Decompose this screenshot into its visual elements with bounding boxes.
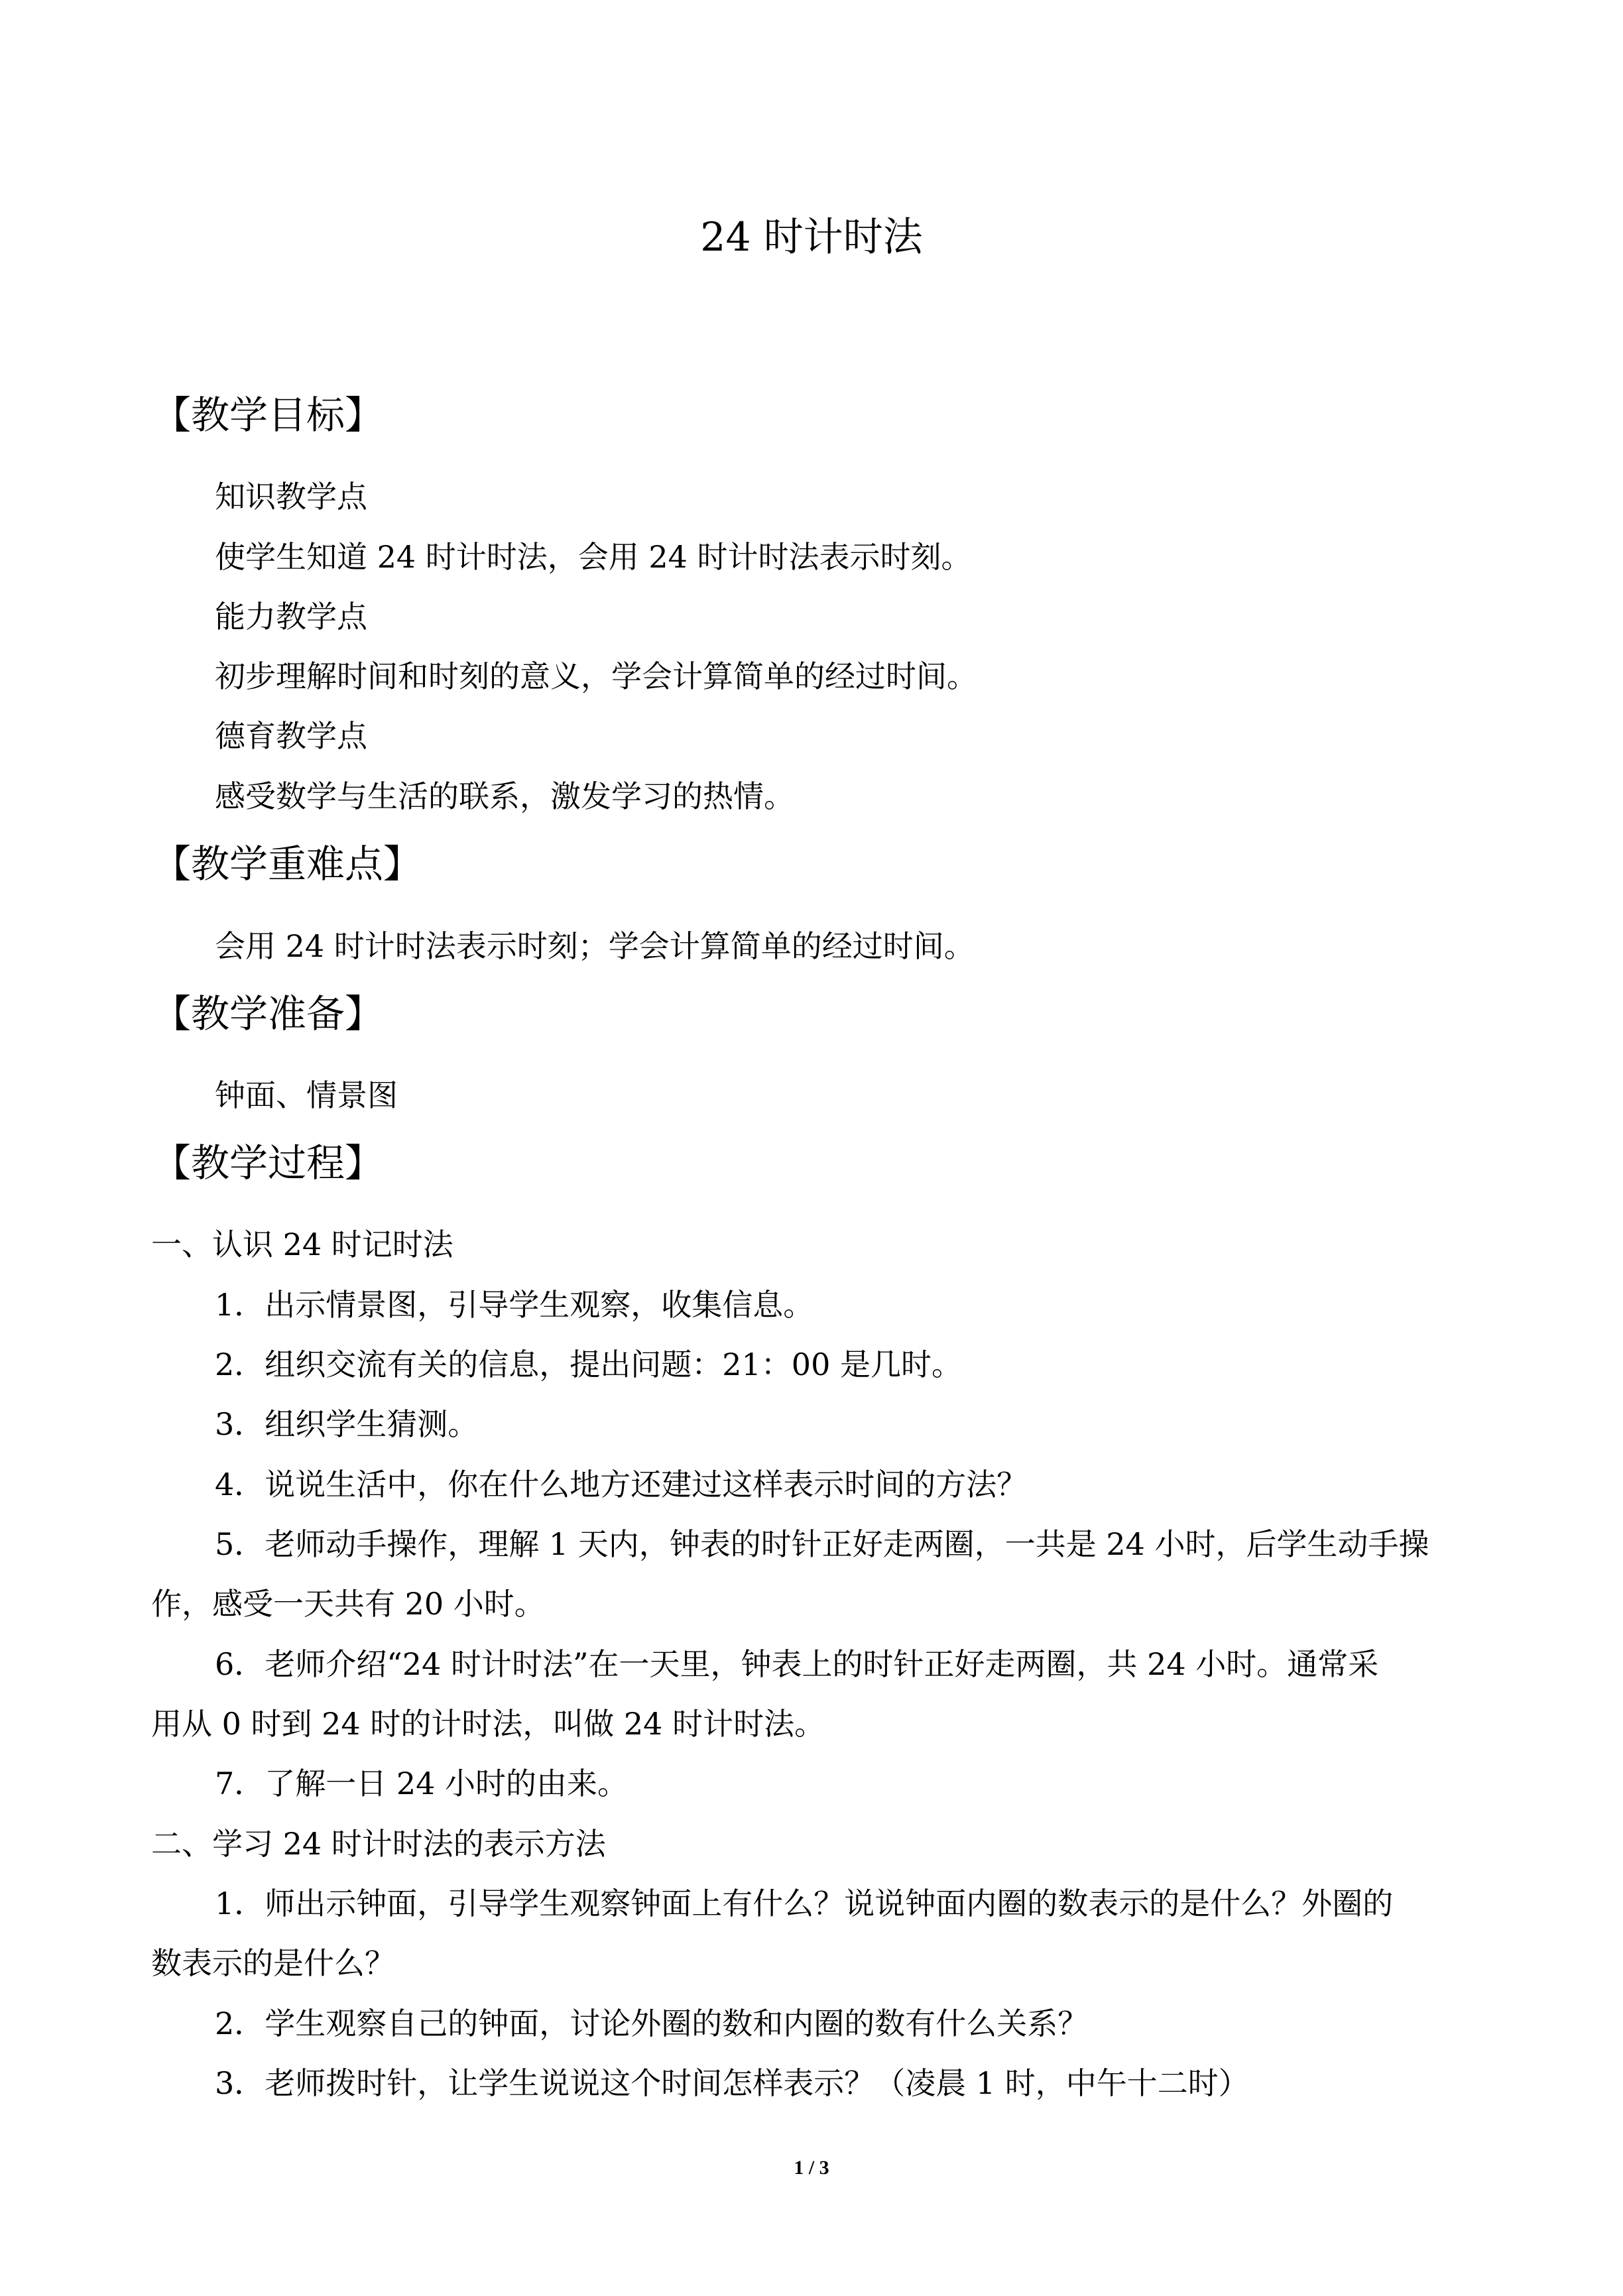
objectives-line: 初步理解时间和时刻的意义，学会计算简单的经过时间。 [215, 658, 977, 694]
section-heading-preparation: 【教学准备】 [152, 991, 384, 1036]
objectives-line: 感受数学与生活的联系，激发学习的热情。 [215, 778, 794, 814]
process-step: 6．老师介绍“24 时计时法”在一天里，钟表上的时针正好走两圈，共 24 小时。通常采 [215, 1646, 1379, 1682]
process-step: 3．组织学生猜测。 [215, 1406, 479, 1442]
objectives-line: 德育教学点 [215, 718, 367, 754]
process-step: 2．组织交流有关的信息，提出问题：21：00 是几时。 [215, 1347, 962, 1382]
process-step: 2．学生观察自己的钟面，讨论外圈的数和内圈的数有什么关系？ [215, 2006, 1089, 2041]
section-heading-process: 【教学过程】 [152, 1140, 384, 1185]
objectives-line: 使学生知道 24 时计时法，会用 24 时计时法表示时刻。 [215, 539, 972, 575]
process-subheading: 二、学习 24 时计时法的表示方法 [151, 1826, 606, 1862]
process-step: 5．老师动手操作，理解 1 天内，钟表的时针正好走两圈，一共是 24 小时，后学生动手操 [215, 1526, 1429, 1562]
process-step: 1．出示情景图，引导学生观察，收集信息。 [215, 1287, 814, 1323]
section-heading-objectives: 【教学目标】 [152, 393, 384, 438]
objectives-line: 知识教学点 [215, 479, 367, 514]
objectives-line: 能力教学点 [215, 599, 367, 634]
key-points-line: 会用 24 时计时法表示时刻；学会计算简单的经过时间。 [215, 928, 975, 964]
process-step: 4．说说生活中，你在什么地方还建过这样表示时间的方法？ [215, 1467, 1028, 1502]
process-step: 3．老师拨时针，让学生说说这个时间怎样表示？（凌晨 1 时，中午十二时） [215, 2065, 1249, 2101]
process-step-continuation: 作，感受一天共有 20 小时。 [151, 1586, 545, 1622]
process-subheading: 一、认识 24 时记时法 [151, 1227, 453, 1262]
process-step-continuation: 数表示的是什么？ [151, 1945, 395, 1981]
page-number: 1 / 3 [794, 2157, 829, 2179]
process-step: 1．师出示钟面，引导学生观察钟面上有什么？说说钟面内圈的数表示的是什么？外圈的 [215, 1886, 1394, 1921]
document-title: 24 时计时法 [700, 214, 923, 261]
preparation-line: 钟面、情景图 [215, 1077, 398, 1113]
section-heading-key-points: 【教学重难点】 [152, 841, 422, 886]
process-step-continuation: 用从 0 时到 24 时的计时法，叫做 24 时计时法。 [151, 1706, 825, 1742]
process-step: 7．了解一日 24 小时的由来。 [215, 1766, 629, 1801]
